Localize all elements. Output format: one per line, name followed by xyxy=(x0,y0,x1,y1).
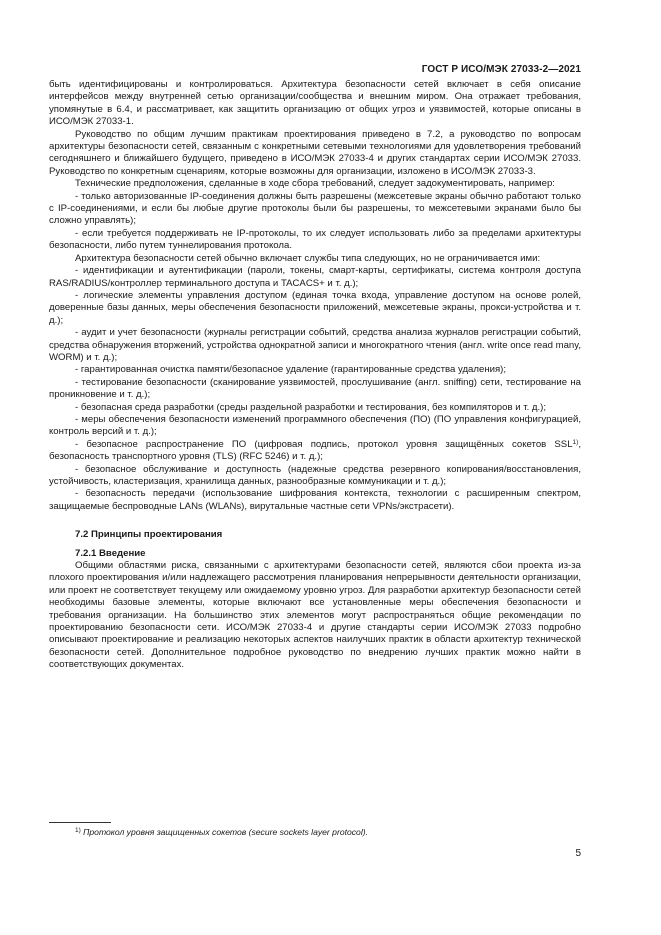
list-item xyxy=(49,439,581,464)
paragraph: Архитектура безопасности сетей обычно включает службы типа следующих, но не ограничивается ими: xyxy=(75,252,541,264)
list-item: - меры обеспечения безопасности изменений программного обеспечения (ПО) (ПО управления конфигурацией, контроль версий и т. д.); xyxy=(49,413,581,438)
paragraph: Руководство по общим лучшим практикам проектирования приведено в 7.2, а руководство по вопросам архитектуры безопасности сетей, связанным с конкретными сетевыми технологиями для удовлетворения требований сегодняшнего и ближайшего будущего, приведено в ИСО/МЭК 27033-4 и других стандартах серии ИСО/МЭК 27033. Руководство по конкретным сценариям, которые возможны для организации, изложено в ИСО/МЭК 27033-3. xyxy=(49,128,581,177)
list-item: - безопасное обслуживание и доступность (надежные средства резервного копирования/восстановления, устойчивость, кластеризация, хранилища данных, разнообразные коммуникации и т. д.); xyxy=(49,463,581,487)
paragraph: быть идентифицированы и контролироваться. Архитектура безопасности сетей включает в себя описание интерфейсов между внутренней сетью организации/сообщества и внешним миром. Она отражает требования, упомянутые в 6.4, и рассматривает, как защитить организацию от общих угроз и уязвимостей, которые описаны в ИСО/МЭК 27033-1. xyxy=(49,79,581,128)
list-item: - гарантированная очистка памяти/безопасное удаление (гарантированные средства удаления); xyxy=(75,364,507,376)
body-text xyxy=(49,79,581,672)
section-heading: 7.2 Принципы проектирования xyxy=(75,529,223,541)
footnote-divider xyxy=(49,822,111,823)
list-item: - аудит и учет безопасности (журналы регистрации событий, средства анализа журналов регистрации событий, средства обнаружения вторжений, устройства однократной записи и многократного чтения (англ. write once read many, WORM) и т. д.); xyxy=(49,327,581,363)
list-item: - идентификации и аутентификации (пароли, токены, смарт-карты, сертификаты, система контроля доступа RAS/RADIUS/контроллер терминального доступа и TACACS+ и т. д.); xyxy=(49,265,581,289)
list-item: - логические элементы управления доступом (единая точка входа, управление доступом на основе ролей, доверенные базы данных, меры обеспечения безопасности приложений, межсетевые экраны, прокси-устройства и т. д.); xyxy=(49,289,581,326)
paragraph: Общими областями риска, связанными с архитектурами безопасности сетей, являются сбои проекта из-за плохого проектирования и/или надлежащего рассмотрения планирования непрерывности деятельности организации, или проект не соответствует текущему или ожидаемому уровню угроз. Для разработки архитектур безопасности сетей необходимы базовые элементы, которые включают все установленные меры обеспечения безопасности и требования организации. На большинство этих элементов могут распространяться общие рекомендации по проектированию безопасности сети. ИСО/МЭК 27033-4 и другие стандарты серии ИСО/МЭК 27033 подробно описывают проектирование и реализацию некоторых аспектов наилучших практик в области архитектур технической безопасности сетей. Дополнительное подробное руководство по внедрению лучших практик можно найти в соответствующих документах. xyxy=(49,560,581,671)
list-item: - безопасность передачи (использование шифрования контекста, технологии с расширенным спектром, защищаемые беспроводные LANs (WLANs), вирутальные частные сети VPNs/экстрасети). xyxy=(49,488,581,512)
footnote-mark: 1) xyxy=(75,827,81,834)
footnote xyxy=(49,827,581,838)
list-item: - безопасная среда разработки (среды раздельной разработки и тестирования, без компиляторов и т. д.); xyxy=(75,401,547,413)
list-item-text: , безопасность транспортного уровня (TLS) (RFC 5246) и т. д.); xyxy=(49,438,581,463)
subsection-heading: 7.2.1 Введение xyxy=(75,547,146,559)
list-item: - только авторизованные IP-соединения должны быть разрешены (межсетевые экраны обычно работают только с IP-соединениями, и если бы любые другие протоколы были бы разрешены, то межсетевыми экранами было бы сложно управлять); xyxy=(49,190,581,227)
page-number: 5 xyxy=(575,848,581,859)
paragraph: Технические предположения, сделанные в ходе сбора требований, следует задокументировать, например: xyxy=(75,178,555,190)
footnote-reference[interactable]: 1) xyxy=(572,438,579,446)
list-item: - тестирование безопасности (сканирование уязвимостей, прослушивание (англ. sniffing) сети, тестирование на проникновение и т. д.); xyxy=(49,376,581,401)
list-item: - если требуется поддерживать не IP-протоколы, то их следует использовать либо за пределами архитектуры безопасности, либо путем туннелирования протокола. xyxy=(49,227,581,252)
list-item-text: - безопасное распространение ПО (цифровая подпись, протокол уровня защищённых сокетов SSL xyxy=(75,438,573,450)
footnote-text: Протокол уровня защищенных сокетов (secure sockets layer protocol). xyxy=(83,827,368,837)
document-code-header: ГОСТ Р ИСО/МЭК 27033-2—2021 xyxy=(421,64,581,75)
